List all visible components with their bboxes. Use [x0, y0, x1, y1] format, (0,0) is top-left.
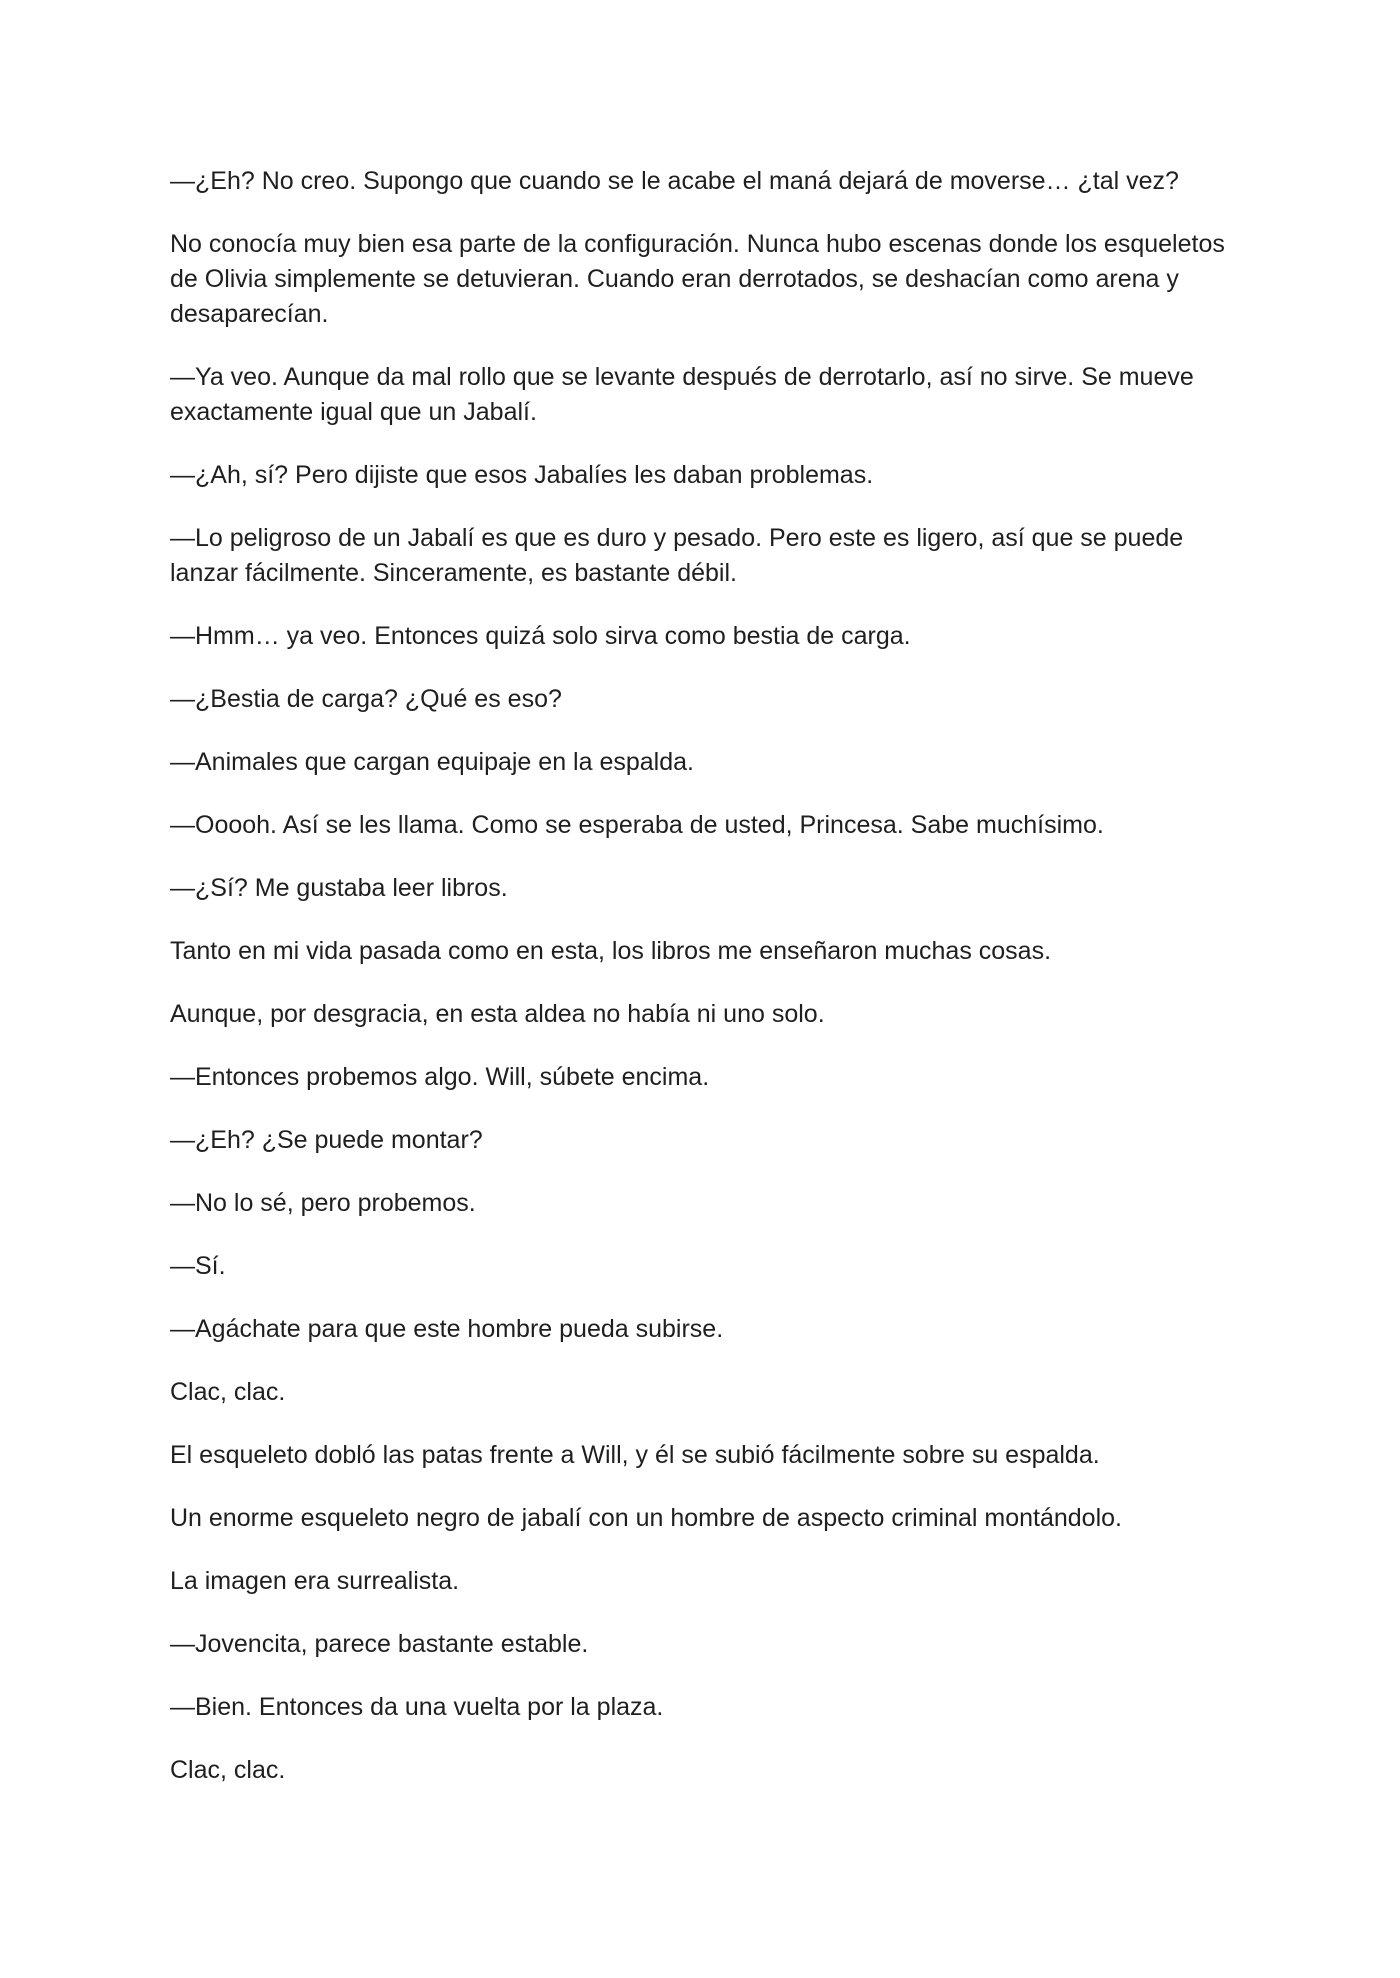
paragraph: —Lo peligroso de un Jabalí es que es duro y pesado. Pero este es ligero, así que se puede lanzar fácilmente. Sinceramente, es bastante débil. [170, 524, 1184, 587]
paragraph: —Agáchate para que este hombre pueda subirse. [170, 1315, 724, 1343]
paragraph: No conocía muy bien esa parte de la configuración. Nunca hubo escenas donde los esqueletos de Olivia simplemente se detuvieran. Cuando eran derrotados, se deshacían como arena y desaparecían. [170, 230, 1225, 328]
paragraph: —Bien. Entonces da una vuelta por la plaza. [170, 1693, 664, 1721]
paragraph: —Ooooh. Así se les llama. Como se esperaba de usted, Princesa. Sabe muchísimo. [170, 811, 1104, 839]
paragraph: Un enorme esqueleto negro de jabalí con un hombre de aspecto criminal montándolo. [170, 1504, 1122, 1532]
paragraph: Clac, clac. [170, 1378, 286, 1406]
paragraph: El esqueleto dobló las patas frente a Will, y él se subió fácilmente sobre su espalda. [170, 1441, 1100, 1469]
paragraph: —Hmm… ya veo. Entonces quizá solo sirva como bestia de carga. [170, 622, 911, 650]
paragraph: —¿Eh? ¿Se puede montar? [170, 1126, 483, 1154]
paragraph: Aunque, por desgracia, en esta aldea no había ni uno solo. [170, 1000, 825, 1028]
paragraph: —Ya veo. Aunque da mal rollo que se levante después de derrotarlo, así no sirve. Se mueve exactamente igual que un Jabalí. [170, 363, 1194, 426]
paragraph: —Jovencita, parece bastante estable. [170, 1630, 589, 1658]
paragraph: —¿Sí? Me gustaba leer libros. [170, 874, 508, 902]
paragraph: —¿Bestia de carga? ¿Qué es eso? [170, 685, 562, 713]
paragraph: Tanto en mi vida pasada como en esta, los libros me enseñaron muchas cosas. [170, 937, 1052, 965]
paragraph: —Entonces probemos algo. Will, súbete encima. [170, 1063, 710, 1091]
paragraph: —¿Ah, sí? Pero dijiste que esos Jabalíes les daban problemas. [170, 461, 874, 489]
paragraph: —Sí. [170, 1252, 226, 1280]
document-body [170, 164, 1250, 1816]
paragraph: —Animales que cargan equipaje en la espalda. [170, 748, 694, 776]
paragraph: —¿Eh? No creo. Supongo que cuando se le acabe el maná dejará de moverse… ¿tal vez? [170, 167, 1179, 195]
paragraph: —No lo sé, pero probemos. [170, 1189, 476, 1217]
paragraph: Clac, clac. [170, 1756, 286, 1784]
paragraph: La imagen era surrealista. [170, 1567, 460, 1595]
